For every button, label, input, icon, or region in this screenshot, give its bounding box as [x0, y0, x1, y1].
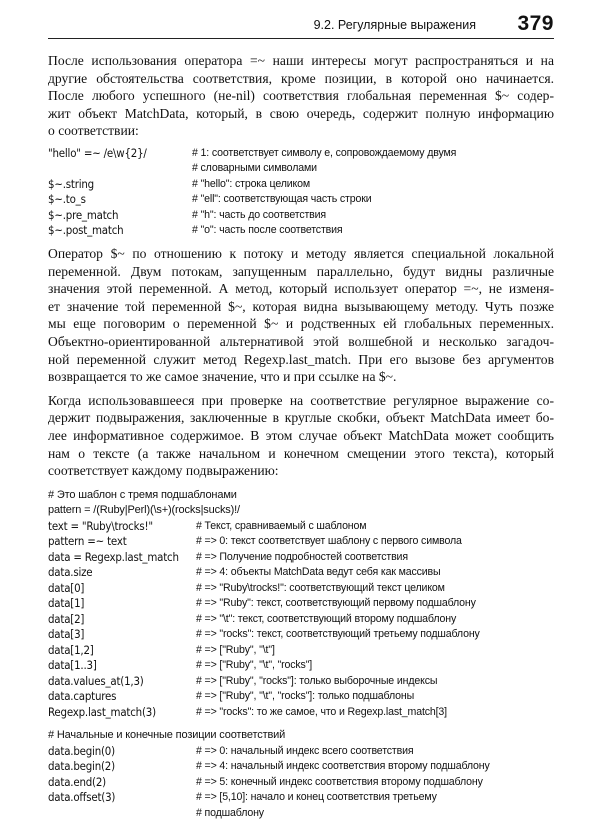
text-line: ной переменной служит метод Regexp.last_match. При его вызове без аргументов: [48, 351, 554, 367]
code-line: [48, 790, 554, 806]
code-line: [48, 806, 554, 822]
code-text: data.begin(2): [48, 759, 115, 774]
code-comment: # Это шаблон с тремя подшаблонами: [48, 488, 237, 501]
code-comment: # => "Ruby": текст, соответствующий первому подшаблону: [196, 597, 476, 610]
code-text: [48, 161, 192, 177]
code-text: $~.string: [48, 176, 94, 191]
code-comment: # => ["Ruby", "\t"]: [196, 643, 275, 656]
code-line: [48, 161, 554, 177]
text-line: жит объект MatchData, который, в свою очередь, содержит полную информацию: [48, 105, 554, 121]
code-comment: # Текст, сравниваемый с шаблоном: [196, 519, 367, 532]
code-comment: # Начальные и конечные позиции соответствий: [48, 729, 286, 742]
page-body: [48, 52, 554, 821]
code-line: [48, 658, 554, 674]
code-line: [48, 759, 554, 775]
code-line: [48, 519, 554, 535]
text-line: соответствует каждому подвыражению:: [48, 463, 279, 479]
code-listing-2: [48, 488, 554, 822]
code-text: data = Regexp.last_match: [48, 549, 179, 564]
code-line: [48, 705, 554, 721]
code-text: $~.to_s: [48, 192, 86, 207]
code-comment: # => "Ruby\trocks!": соответствующий текст целиком: [196, 581, 445, 594]
code-text: "hello" =~ /e\w{2}/: [48, 145, 147, 160]
code-line: [48, 208, 554, 224]
code-comment: # => ["Ruby", "\t", "rocks"]: только подшаблоны: [196, 690, 415, 703]
code-line: [48, 674, 554, 690]
code-comment: # => "\t": текст, соответствующий второму подшаблону: [196, 612, 457, 625]
code-comment: # словарными символами: [192, 162, 317, 175]
code-listing-1: [48, 146, 554, 239]
code-text: data.values_at(1,3): [48, 673, 144, 688]
code-comment: # => 0: начальный индекс всего соответствия: [196, 744, 414, 757]
code-comment: # 1: соответствует символу e, сопровождаемому двумя: [192, 146, 457, 159]
code-text: data[1,2]: [48, 642, 94, 657]
code-line: [48, 146, 554, 162]
code-line: [48, 689, 554, 705]
code-line: [48, 627, 554, 643]
code-comment: # => "rocks": текст, соответствующий третьему подшаблону: [196, 628, 480, 641]
text-line: После использования оператора =~ наши интересы могут распространяться и на: [48, 53, 554, 68]
code-line: [48, 192, 554, 208]
paragraph-3: [48, 392, 554, 480]
code-line: [48, 744, 554, 760]
code-text: data.size: [48, 565, 93, 580]
code-comment: # "ell": соответствующая часть строки: [192, 193, 372, 206]
code-comment: # => [5,10]: начало и конец соответствия третьему: [196, 791, 437, 804]
code-text: [48, 806, 196, 822]
paragraph-2: [48, 245, 554, 386]
code-text: data[1]: [48, 596, 85, 611]
code-comment: # "hello": строка целиком: [192, 177, 311, 190]
section-title: 9.2. Регулярные выражения: [313, 18, 476, 32]
code-line: [48, 775, 554, 791]
code-line: [48, 565, 554, 581]
code-comment: # => Получение подробностей соответствия: [196, 550, 408, 563]
code-line: [48, 612, 554, 628]
text-line: После любого успешного (не-nil) соответствия глобальная переменная $~ содер-: [48, 88, 554, 104]
code-comment: # => 0: текст соответствует шаблону с первого символа: [196, 535, 462, 548]
code-line: [48, 223, 554, 239]
page-number: 379: [517, 12, 554, 35]
code-text: text = "Ruby\trocks!": [48, 518, 153, 533]
code-line: [48, 177, 554, 193]
code-text: $~.post_match: [48, 223, 124, 238]
code-line: [48, 488, 554, 504]
code-text: data[3]: [48, 627, 85, 642]
text-line: лее информативное содержимое. В этом случае объект MatchData может сообщить: [48, 427, 554, 443]
code-line: [48, 596, 554, 612]
text-line: ет значение той переменной $~, которая видна вызывающему методу. Чуть позже: [48, 298, 554, 314]
text-line: о соответствии:: [48, 123, 139, 139]
running-header: [48, 14, 554, 39]
code-comment: # "o": часть после соответствия: [192, 224, 343, 237]
code-comment: # => 4: начальный индекс соответствия второму подшаблону: [196, 760, 490, 773]
code-text: data[1..3]: [48, 658, 97, 673]
code-text: data.begin(0): [48, 743, 115, 758]
code-text: data[0]: [48, 580, 85, 595]
code-text: data.captures: [48, 689, 117, 704]
code-text: data.offset(3): [48, 790, 116, 805]
code-line: [48, 581, 554, 597]
code-line: [48, 643, 554, 659]
code-comment: # => ["Ruby", "rocks"]: только выборочные индексы: [196, 674, 438, 687]
code-line: [48, 534, 554, 550]
text-line: Оператор $~ по отношению к потоку и методу является специальной локальной: [48, 245, 554, 261]
code-line: [48, 550, 554, 566]
code-text: data[2]: [48, 611, 85, 626]
code-text: pattern = /(Ruby|Perl)(\s+)(rocks|sucks)!/: [48, 504, 240, 517]
text-line: Объектно-ориентированной альтернативой этой волшебной и несколько загадоч-: [48, 333, 554, 349]
text-line: держит подвыражения, заключенные в круглые скобки, объект MatchData имеет бо-: [48, 410, 554, 426]
text-line: другие обстоятельства соответствия, кроме позиции, в которой оно начинается.: [48, 70, 554, 86]
code-comment: # "h": часть до соответствия: [192, 208, 327, 221]
code-comment: # => ["Ruby", "\t", "rocks"]: [196, 659, 313, 672]
code-comment: # подшаблону: [196, 806, 264, 819]
text-line: переменной. Двум потокам, запущенным параллельно, будут видны различные: [48, 263, 554, 279]
code-text: pattern =~ text: [48, 534, 127, 549]
code-comment: # => "rocks": то же самое, что и Regexp.last_match[3]: [196, 705, 447, 718]
code-comment: # => 5: конечный индекс соответствия второму подшаблону: [196, 775, 483, 788]
text-line: возвращается то же самое значение, что и при ссылке на $~.: [48, 369, 397, 385]
code-text: $~.pre_match: [48, 207, 119, 222]
paragraph-1: [48, 52, 554, 140]
text-line: мы еще поговорим о переменной $~ и родственных ей глобальных переменных.: [48, 316, 554, 332]
code-text: data.end(2): [48, 774, 106, 789]
code-blank-line: [48, 720, 554, 728]
code-line: [48, 728, 554, 744]
text-line: значения этой переменной. А метод, который использует оператор =~, не изменя-: [48, 281, 554, 297]
text-line: нам о тексте (а также начальном и конечном смещении этого текста), который: [48, 445, 554, 461]
code-text: Regexp.last_match(3): [48, 704, 156, 719]
code-line: [48, 503, 554, 519]
code-comment: # => 4: объекты MatchData ведут себя как массивы: [196, 566, 441, 579]
text-line: Когда использовавшееся при проверке на соответствие регулярное выражение со-: [48, 392, 554, 408]
